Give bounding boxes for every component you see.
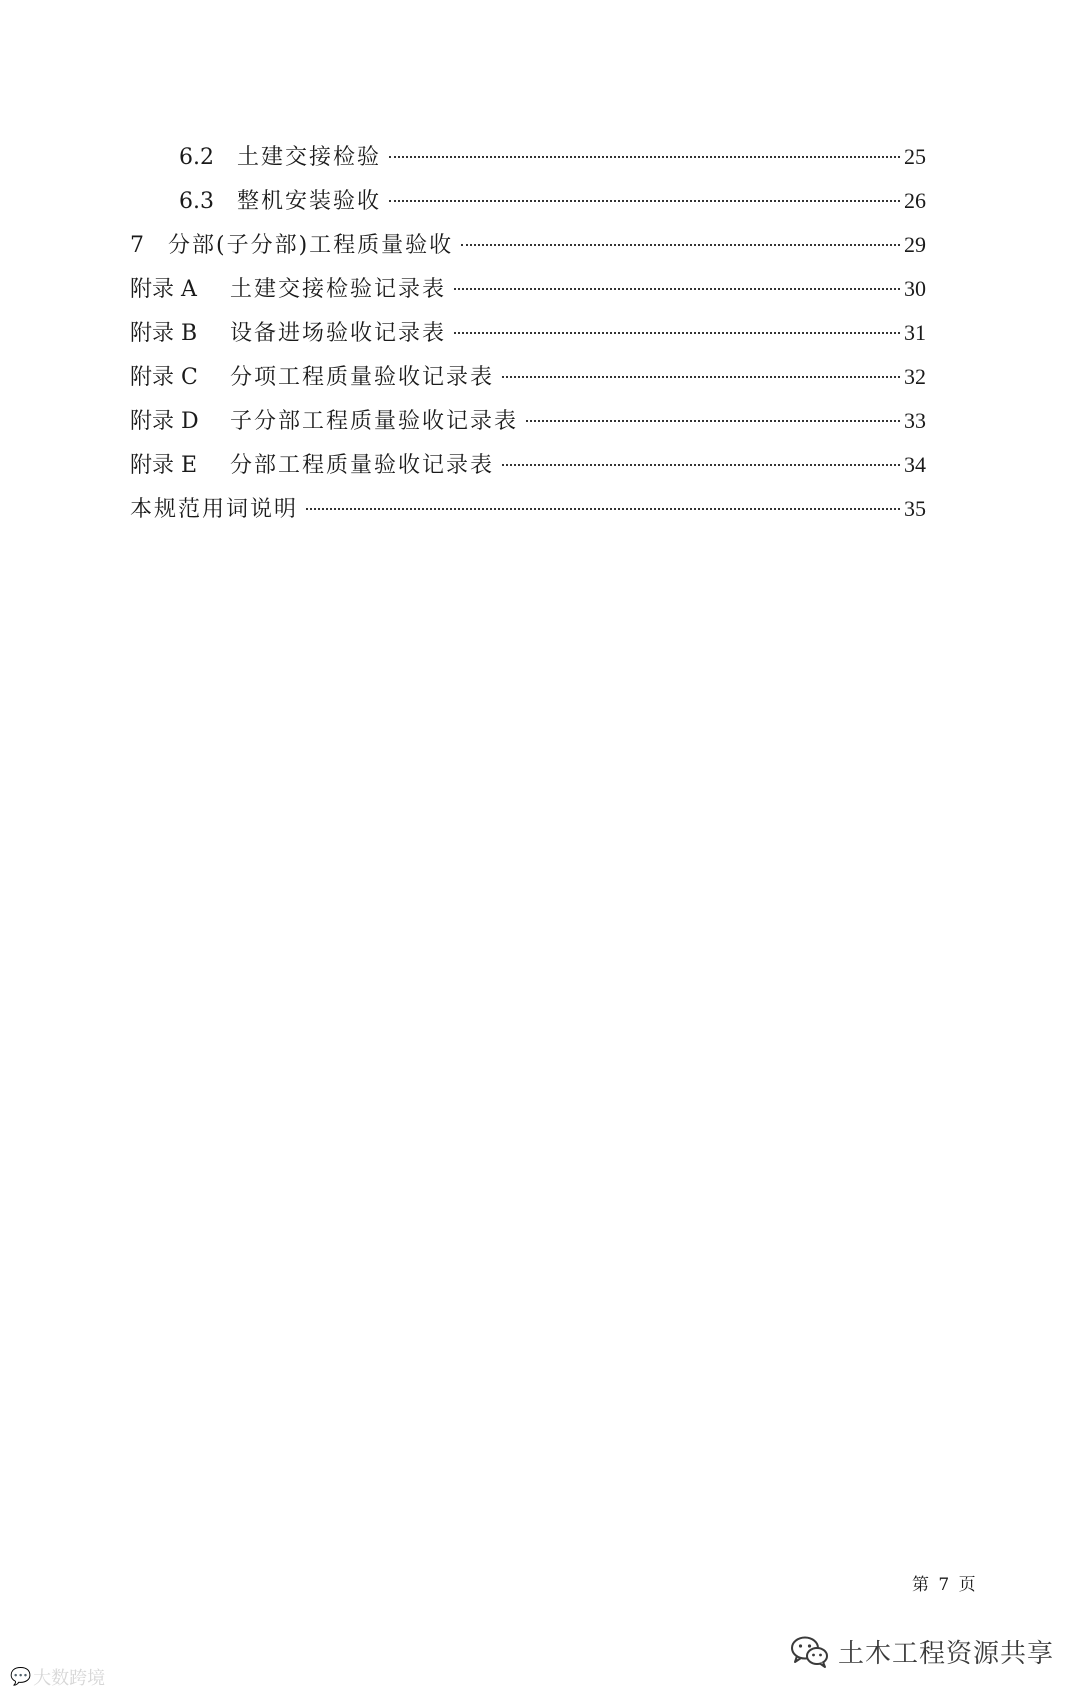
- toc-entry-6-2[interactable]: [179, 142, 926, 172]
- toc-entry-6-3[interactable]: [179, 186, 926, 216]
- toc-entry-appendix-d[interactable]: [130, 406, 926, 436]
- toc-number: 附录 B: [130, 321, 198, 346]
- toc-entry-appendix-e[interactable]: [130, 450, 926, 480]
- toc-entry-appendix-c[interactable]: [130, 362, 926, 392]
- toc-title: 整机安装验收: [237, 189, 382, 214]
- watermark-left: [10, 1664, 105, 1690]
- toc-title: 分部(子分部)工程质量验收: [168, 233, 454, 258]
- toc-page-number: 34: [904, 452, 926, 477]
- wechat-icon: [790, 1635, 830, 1669]
- toc-title: 子分部工程质量验收记录表: [230, 409, 519, 434]
- toc-leader-dots: [306, 508, 900, 510]
- toc-title: 设备进场验收记录表: [230, 321, 447, 346]
- toc-entry-terminology[interactable]: [130, 494, 926, 524]
- toc-number: 7: [130, 233, 144, 258]
- toc-entry-7[interactable]: [130, 230, 926, 260]
- toc-number: 附录 A: [130, 277, 197, 302]
- watermark-right: [790, 1633, 1054, 1670]
- toc-leader-dots: [389, 156, 900, 158]
- toc-page-number: 35: [904, 496, 926, 521]
- toc-title: 本规范用词说明: [130, 497, 299, 522]
- toc-number: 附录 D: [130, 409, 199, 434]
- toc-title: 分部工程质量验收记录表: [230, 453, 495, 478]
- toc-page-number: 29: [904, 232, 926, 257]
- toc-leader-dots: [389, 200, 900, 202]
- toc-leader-dots: [526, 420, 900, 422]
- toc-leader-dots: [454, 332, 900, 334]
- watermark-logo-icon: 💬: [10, 1667, 30, 1687]
- toc-entry-appendix-a[interactable]: [130, 274, 926, 304]
- toc-title: 土建交接检验记录表: [230, 277, 447, 302]
- watermark-left-text: 大数跨境: [33, 1668, 106, 1689]
- toc-title: 土建交接检验: [237, 145, 382, 170]
- watermark-right-text: 土木工程资源共享: [838, 1639, 1055, 1669]
- toc-page-number: 31: [904, 320, 926, 345]
- toc-page-number: 33: [904, 408, 926, 433]
- toc-leader-dots: [454, 288, 900, 290]
- toc-number: 6.3: [179, 189, 214, 214]
- toc-number: 附录 E: [130, 453, 198, 478]
- toc-leader-dots: [502, 464, 900, 466]
- toc-page-number: 26: [904, 188, 926, 213]
- toc-entry-appendix-b[interactable]: [130, 318, 926, 348]
- page-number-footer: 第 7 页: [912, 1575, 978, 1595]
- toc-page-number: 25: [904, 144, 926, 169]
- toc-leader-dots: [461, 244, 900, 246]
- toc-leader-dots: [502, 376, 900, 378]
- toc-number: 附录 C: [130, 365, 198, 390]
- toc-page-number: 32: [904, 364, 926, 389]
- toc-title: 分项工程质量验收记录表: [230, 365, 495, 390]
- toc-number: 6.2: [179, 145, 214, 170]
- toc-page-number: 30: [904, 276, 926, 301]
